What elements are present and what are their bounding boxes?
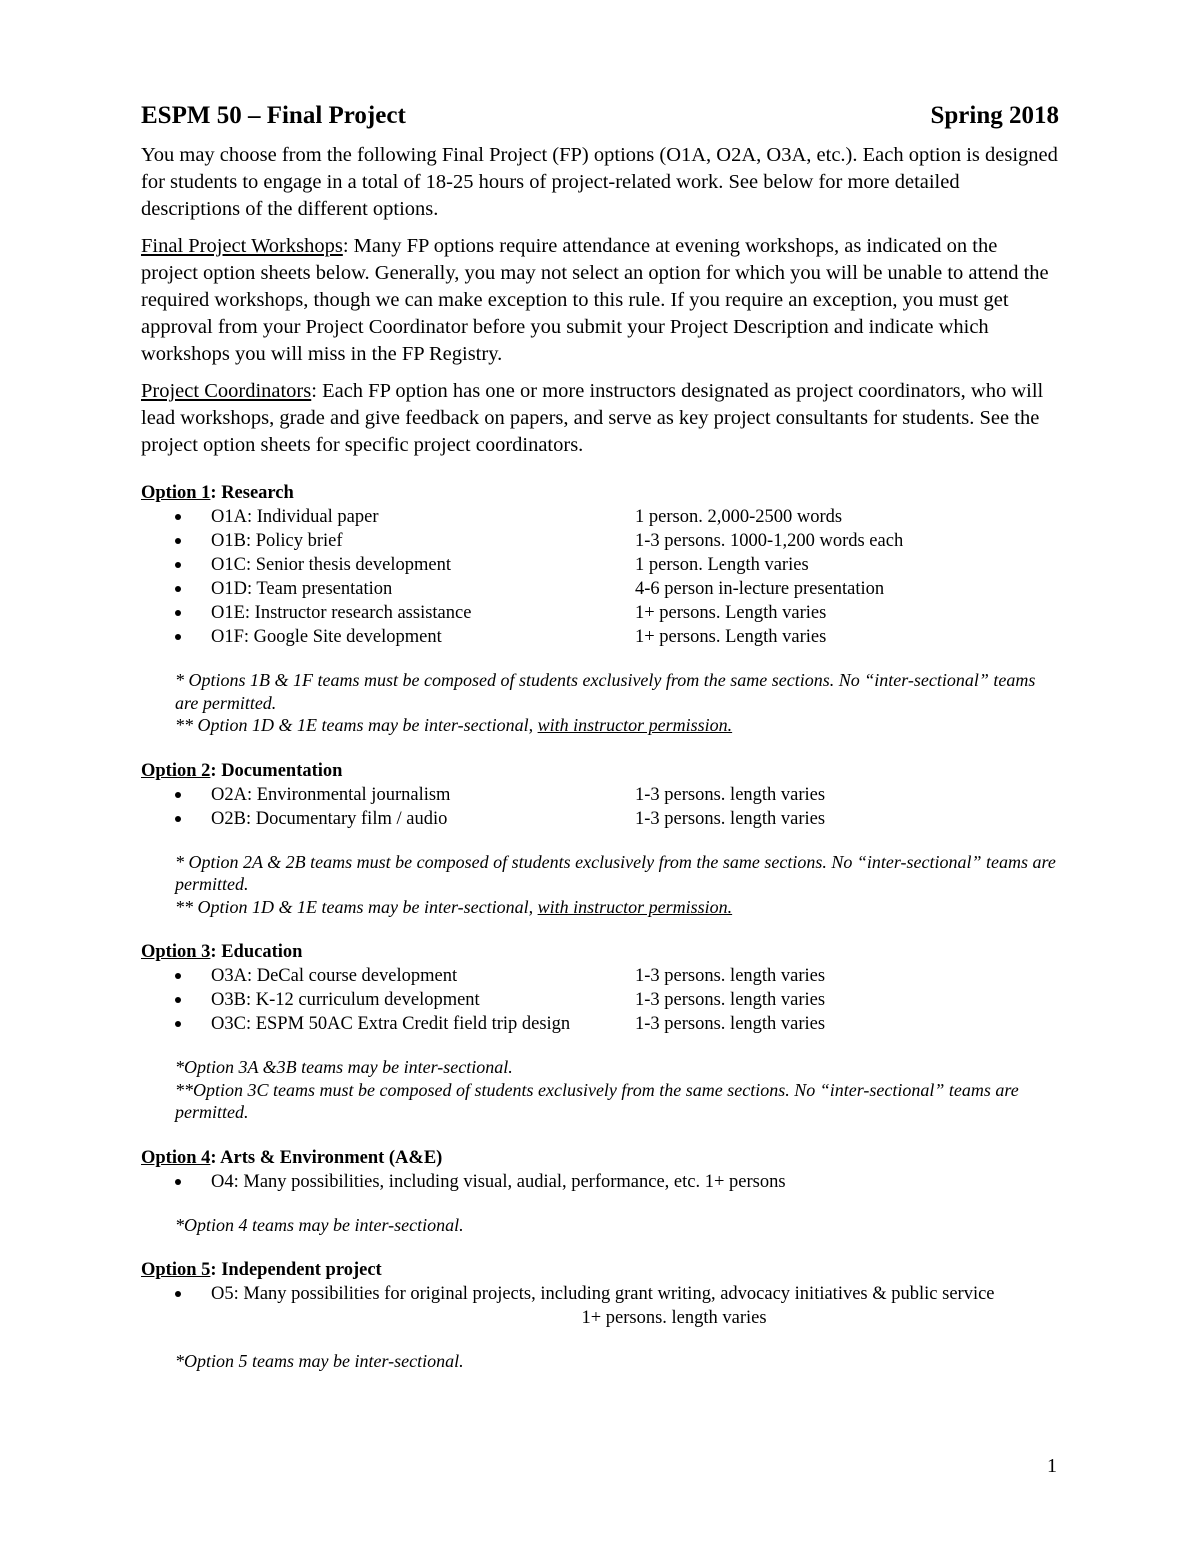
option-1-note-1: * Options 1B & 1F teams must be composed of students exclusively from the same sections. No “inter-sectional” teams are permitted. [175,670,1036,713]
bullet-icon [141,783,211,807]
bullet-icon [141,988,211,1012]
page-number: 1 [1047,1455,1057,1477]
option-2-items [141,783,1059,831]
list-item: O1A: Individual paper 1 person. 2,000-2500 words [141,505,1059,529]
option-5-items [141,1282,1059,1306]
term-label: Spring 2018 [930,102,1059,129]
option-1-items [141,505,1059,649]
document-page [141,98,1059,1373]
option-3-items [141,964,1059,1036]
intro-paragraph: You may choose from the following Final Project (FP) options (O1A, O2A, O3A, etc.). Each option is designed for students to engage in a total of 18-25 hours of project-related work. See below for more detailed descriptions of the different options. [141,144,1058,220]
option-1-title: Option 1: Research [141,483,294,503]
bullet-icon [141,964,211,988]
bullet-icon [141,553,211,577]
option-1-section [141,481,1059,737]
bullet-icon [141,529,211,553]
option-3-note-1: *Option 3A &3B teams may be inter-sectional. [175,1057,513,1077]
workshops-paragraph [141,233,1059,368]
option-5-notes [175,1350,1059,1373]
list-item: O1B: Policy brief 1-3 persons. 1000-1,200 words each [141,529,1059,553]
option-3-title: Option 3: Education [141,942,303,962]
list-item: O1C: Senior thesis development 1 person. Length varies [141,553,1059,577]
option-5-note: *Option 5 teams may be inter-sectional. [175,1351,464,1371]
bullet-icon [141,807,211,831]
option-4-items [141,1170,1059,1194]
list-item: O3A: DeCal course development 1-3 persons. length varies [141,964,1059,988]
bullet-icon [141,1282,211,1306]
option-2-section [141,759,1059,919]
list-item: O5: Many possibilities for original projects, including grant writing, advocacy initiatives & public service [141,1282,1059,1306]
bullet-icon [141,577,211,601]
option-1-note-2: ** Option 1D & 1E teams may be inter-sectional, with instructor permission. [175,715,733,735]
list-item: O2B: Documentary film / audio 1-3 persons. length varies [141,807,1059,831]
options-list [141,481,1059,1373]
bullet-icon [141,505,211,529]
option-3-note-2: **Option 3C teams must be composed of students exclusively from the same sections. No “inter-sectional” teams are permitted. [175,1079,1019,1122]
option-2-title: Option 2: Documentation [141,760,343,781]
option-3-notes [175,1056,1059,1124]
option-2-note-1: * Option 2A & 2B teams must be composed of students exclusively from the same sections. No “inter-sectional” teams are permitted. [175,851,1056,894]
option-1-notes [175,669,1059,737]
bullet-icon [141,601,211,625]
option-4-title: Option 4: Arts & Environment (A&E) [141,1147,443,1168]
list-item: O1F: Google Site development 1+ persons. Length varies [141,625,1059,649]
option-5-section [141,1258,1059,1373]
bullet-icon [141,625,211,649]
workshops-text: : Many FP options require attendance at evening workshops, as indicated on the project option sheets below. Generally, you may not select an option for which you will be unable to attend the required workshops, though we can make exception to this rule. If you require an exception, you must get approval from your Project Coordinator before you submit your Project Description and indicate which workshops you will miss in the FP Registry. [141,235,1049,365]
list-item: O1D: Team presentation 4-6 person in-lecture presentation [141,577,1059,601]
option-2-notes [175,851,1059,919]
list-item: O2A: Environmental journalism 1-3 persons. length varies [141,783,1059,807]
course-title: ESPM 50 – Final Project [141,102,406,129]
option-4-note: *Option 4 teams may be inter-sectional. [175,1214,464,1235]
option-4-section [141,1146,1059,1237]
option-2-note-2: ** Option 1D & 1E teams may be inter-sectional, with instructor permission. [175,896,733,917]
list-item: O3B: K-12 curriculum development 1-3 persons. length varies [141,988,1059,1012]
option-3-section [141,940,1059,1124]
bullet-icon [141,1012,211,1036]
workshops-heading: Final Project Workshops [141,235,343,257]
coordinators-heading: Project Coordinators [141,380,312,402]
bullet-icon [141,1170,211,1194]
list-item: O3C: ESPM 50AC Extra Credit field trip design 1-3 persons. length varies [141,1012,1059,1036]
coordinators-paragraph [141,378,1059,459]
option-5-item-detail: 1+ persons. length varies [581,1308,767,1328]
page-header [141,98,1059,134]
coordinators-text: : Each FP option has one or more instructors designated as project coordinators, who will lead workshops, grade and give feedback on papers, and serve as key project consultants for students. See the project option sheets for specific project coordinators. [141,380,1044,456]
option-4-notes [175,1214,1059,1237]
list-item: O1E: Instructor research assistance 1+ persons. Length varies [141,601,1059,625]
list-item: O4: Many possibilities, including visual, audial, performance, etc. 1+ persons [141,1170,1059,1194]
option-5-title: Option 5: Independent project [141,1260,382,1280]
